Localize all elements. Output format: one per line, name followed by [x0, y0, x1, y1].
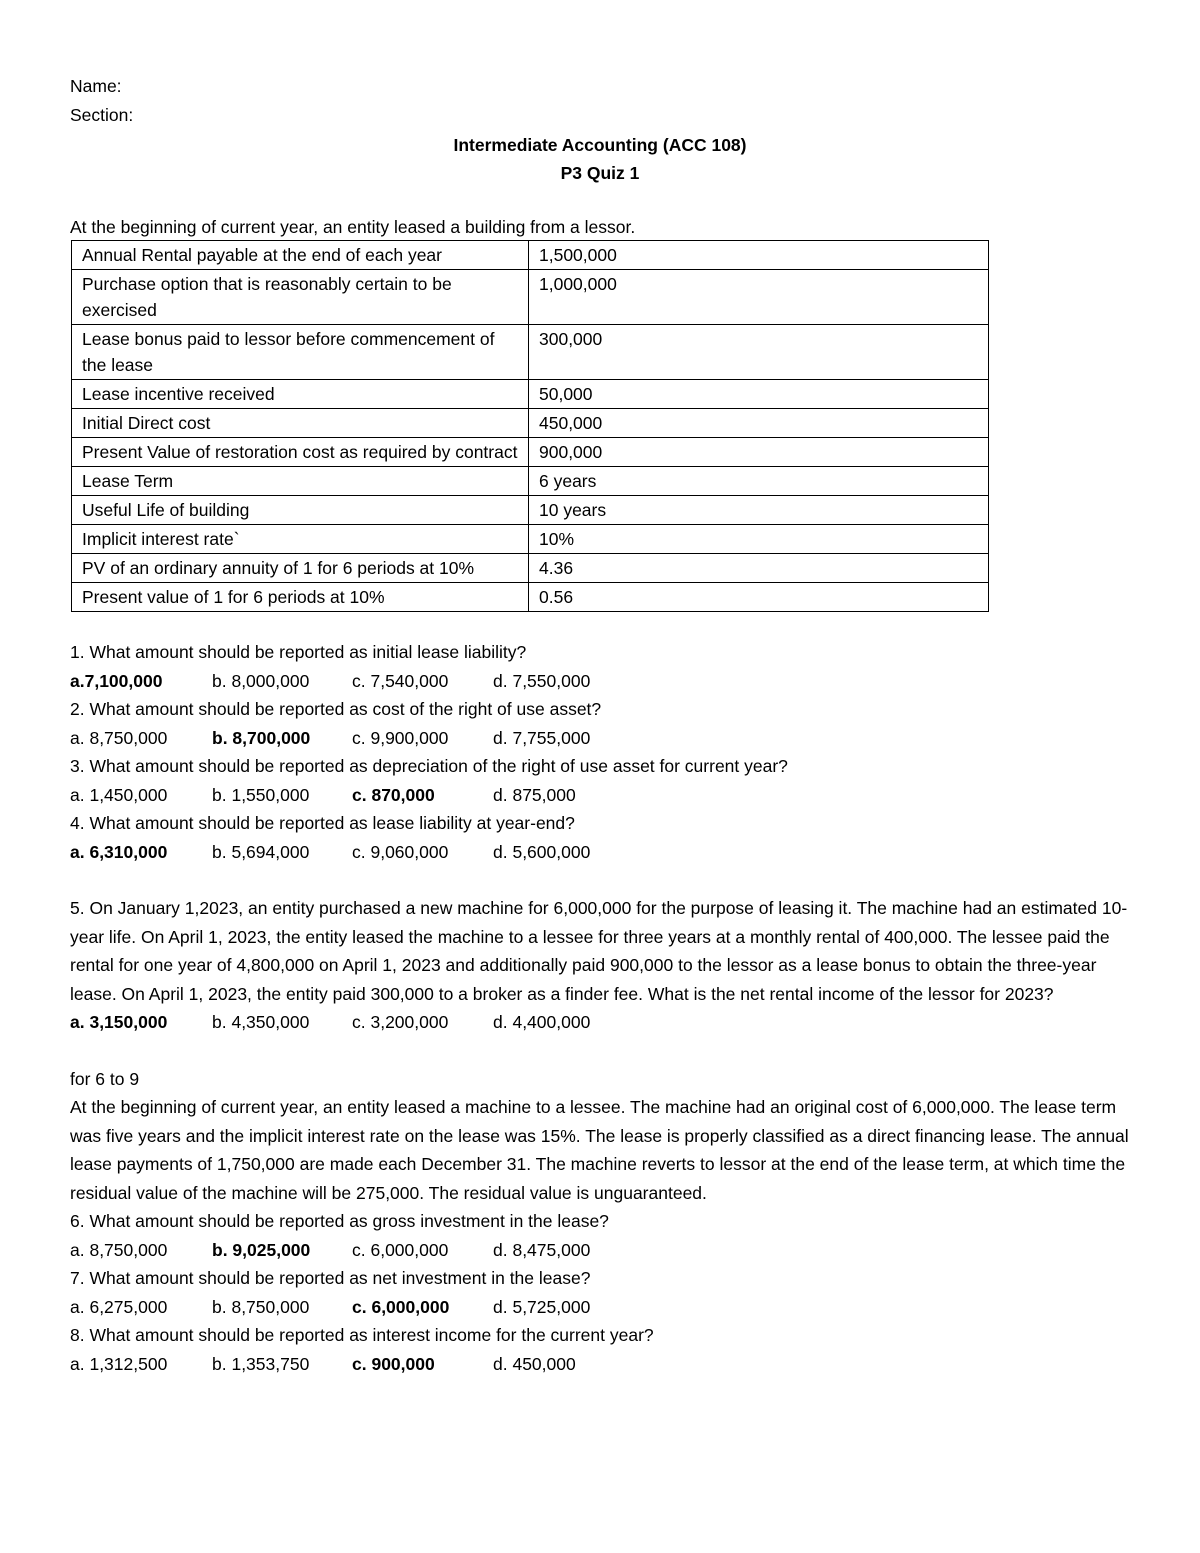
- quiz-title: P3 Quiz 1: [560, 163, 640, 183]
- table-row: [72, 554, 989, 583]
- option-a: a. 8,750,000: [70, 727, 168, 748]
- table-cell-value: 10 years: [529, 496, 989, 525]
- table-cell-label: Lease incentive received: [72, 380, 529, 409]
- option-d: d. 875,000: [493, 784, 576, 805]
- intro-text: At the beginning of current year, an entity leased a building from a lessor.: [70, 217, 636, 237]
- option-d: d. 450,000: [493, 1353, 576, 1374]
- option-d: d. 7,755,000: [493, 727, 591, 748]
- option-c: c. 6,000,000: [352, 1239, 449, 1260]
- option-b: b. 4,350,000: [212, 1012, 310, 1032]
- table-row: [72, 241, 989, 270]
- table-cell-value: 6 years: [529, 467, 989, 496]
- table-row: [72, 583, 989, 612]
- option-a: a. 1,450,000: [70, 784, 168, 805]
- option-a: a. 6,310,000: [70, 841, 168, 862]
- question-1: 1. What amount should be reported as initial lease liability?: [70, 642, 527, 662]
- table-cell-value: 450,000: [529, 409, 989, 438]
- option-c: c. 9,060,000: [352, 841, 449, 862]
- question-6-options: [70, 1236, 1130, 1265]
- option-c: c. 7,540,000: [352, 670, 449, 691]
- option-b: b. 1,353,750: [212, 1353, 310, 1374]
- option-d: d. 7,550,000: [493, 670, 591, 691]
- option-a: a. 8,750,000: [70, 1239, 168, 1260]
- table-cell-value: 1,000,000: [529, 270, 989, 325]
- option-d: d. 5,725,000: [493, 1296, 591, 1317]
- option-d: d. 4,400,000: [493, 1012, 591, 1032]
- table-row: [72, 325, 989, 380]
- table-cell-value: 900,000: [529, 438, 989, 467]
- question-3: 3. What amount should be reported as depreciation of the right of use asset for current year?: [70, 756, 788, 776]
- option-b: b. 8,000,000: [212, 670, 310, 691]
- title-block: [70, 131, 1130, 187]
- question-7-options: [70, 1293, 1130, 1322]
- table-cell-label: Useful Life of building: [72, 496, 529, 525]
- table-row: [72, 438, 989, 467]
- course-title: Intermediate Accounting (ACC 108): [453, 135, 747, 155]
- option-d: d. 8,475,000: [493, 1239, 591, 1260]
- option-a: a. 3,150,000: [70, 1012, 168, 1032]
- question-4: 4. What amount should be reported as lease liability at year-end?: [70, 813, 575, 833]
- table-cell-label: Present value of 1 for 6 periods at 10%: [72, 583, 529, 612]
- question-2-options: [70, 724, 1130, 753]
- table-cell-label: Lease bonus paid to lessor before commencement of the lease: [72, 325, 529, 380]
- question-7: 7. What amount should be reported as net investment in the lease?: [70, 1268, 591, 1288]
- option-a: a. 1,312,500: [70, 1353, 168, 1374]
- table-row: [72, 409, 989, 438]
- section-scenario: At the beginning of current year, an entity leased a machine to a lessee. The machine had an original cost of 6,000,000. The lease term was five years and the implicit interest rate on the lease was 15%. The lease is properly classified as a direct financing lease. The annual lease payments of 1,750,000 are made each December 31. The machine reverts to lessor at the end of the lease term, at which time the residual value of the machine will be 275,000. The residual value is unguaranteed.: [70, 1097, 1129, 1203]
- table-cell-label: Present Value of restoration cost as required by contract: [72, 438, 529, 467]
- option-b: b. 9,025,000: [212, 1239, 311, 1260]
- option-c: c. 6,000,000: [352, 1296, 450, 1317]
- question-8-options: [70, 1350, 1130, 1379]
- option-b: b. 5,694,000: [212, 841, 310, 862]
- table-row: [72, 467, 989, 496]
- table-row: [72, 270, 989, 325]
- question-5: 5. On January 1,2023, an entity purchased a new machine for 6,000,000 for the purpose of leasing it. The machine had an estimated 10-year life. On April 1, 2023, the entity leased the machine to a lessee for three years at a monthly rental of 400,000. The lessee paid the rental for one year of 4,800,000 on April 1, 2023 and additionally paid 900,000 to the lessor as a lease bonus to obtain the three-year lease. On April 1, 2023, the entity paid 300,000 to a broker as a finder fee. What is the net rental income of the lessor for 2023?: [70, 898, 1128, 1004]
- table-row: [72, 380, 989, 409]
- table-row: [72, 525, 989, 554]
- option-b: b. 1,550,000: [212, 784, 310, 805]
- option-d: d. 5,600,000: [493, 841, 591, 862]
- question-2: 2. What amount should be reported as cost of the right of use asset?: [70, 699, 602, 719]
- table-cell-value: 1,500,000: [529, 241, 989, 270]
- lease-data-table: [71, 240, 989, 612]
- table-cell-value: 10%: [529, 525, 989, 554]
- question-5-options: [70, 1008, 1130, 1037]
- table-row: [72, 496, 989, 525]
- table-cell-value: 0.56: [529, 583, 989, 612]
- table-cell-label: Initial Direct cost: [72, 409, 529, 438]
- question-8: 8. What amount should be reported as interest income for the current year?: [70, 1325, 654, 1345]
- table-cell-label: Purchase option that is reasonably certain to be exercised: [72, 270, 529, 325]
- section-label: Section:: [70, 104, 134, 125]
- table-cell-label: Lease Term: [72, 467, 529, 496]
- option-b: b. 8,750,000: [212, 1296, 310, 1317]
- table-cell-value: 4.36: [529, 554, 989, 583]
- quiz-page: [70, 72, 1130, 1378]
- option-a: a. 6,275,000: [70, 1296, 168, 1317]
- name-label: Name:: [70, 76, 122, 96]
- table-cell-label: PV of an ordinary annuity of 1 for 6 periods at 10%: [72, 554, 529, 583]
- option-c: c. 3,200,000: [352, 1012, 449, 1032]
- question-1-options: [70, 667, 1130, 696]
- table-cell-label: Annual Rental payable at the end of each year: [72, 241, 529, 270]
- question-3-options: [70, 781, 1130, 810]
- table-cell-label: Implicit interest rate`: [72, 525, 529, 554]
- option-c: c. 870,000: [352, 784, 435, 805]
- option-b: b. 8,700,000: [212, 727, 311, 748]
- table-cell-value: 300,000: [529, 325, 989, 380]
- option-c: c. 900,000: [352, 1353, 435, 1374]
- option-a: a.7,100,000: [70, 670, 163, 691]
- question-6: 6. What amount should be reported as gross investment in the lease?: [70, 1211, 609, 1231]
- option-c: c. 9,900,000: [352, 727, 449, 748]
- question-4-options: [70, 838, 1130, 867]
- table-cell-value: 50,000: [529, 380, 989, 409]
- section-heading: for 6 to 9: [70, 1068, 140, 1089]
